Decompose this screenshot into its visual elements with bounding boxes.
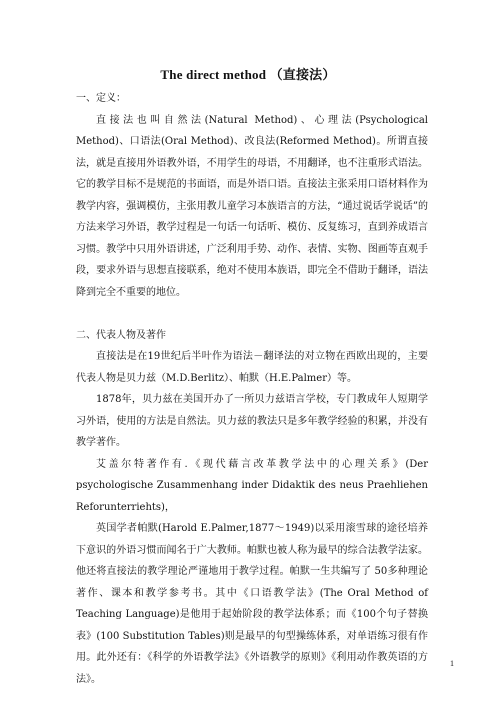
history-paragraph: 直接法是在19世纪后半叶作为语法－翻译法的对立物在西欧出现的，主要代表人物是贝力兹（M.D.Berlitz）、帕默（H.E.Palmer）等。 <box>76 351 428 384</box>
section-heading-definition: 一、定义： <box>76 93 126 104</box>
works-paragraph: 艾盖尔特著作有.《现代藉言改革教学法中的心理关系》(Der psychologische Zusammenhang inder Didaktik des neus Praehliehen Reforunterriehts)， <box>76 458 428 513</box>
section-heading-representatives: 二、代表人物及著作 <box>76 329 166 341</box>
paragraph-spacer <box>76 303 428 325</box>
berlitz-paragraph: 1878年，贝力兹在美国开办了一所贝力兹语言学校，专门教成年人短期学习外语，使用的方法是自然法。贝力兹的教法只是多年教学经验的积累，并没有教学著作。 <box>76 394 428 448</box>
document-title: The direct method （直接法） <box>160 67 336 82</box>
document-body <box>76 88 428 690</box>
page-number: 1 <box>450 659 454 668</box>
definition-paragraph: 直接法也叫自然法(Natural Method)、心理法(Psychological Method)、口语法(Oral Method)、改良法(Reformed Method)。所谓直接法，就是直接用外语教外语，不用学生的母语，不用翻译，也不注重形式语法。它的教学目标不是规范的书面语，而是外语口语。直接法主张采用口语材料作为教学内容，强调模仿，主张用教儿童学习本族语言的方法，“通过说话学说话”的方法来学习外语，教学过程是一句话一句话听、模仿、反复练习，直到养成语言习惯。教学中只用外语讲述，广泛利用手势、动作、表情、实物、图画等直观手段，要求外语与思想直接联系，绝对不使用本族语，即完全不借助于翻译，语法降到完全不重要的地位。 <box>76 114 428 298</box>
palmer-paragraph: 英国学者帕默(Harold E.Palmer,1877～1949)以采用滚雪球的途径培养下意识的外语习惯而闻名于广大教师。帕默也被人称为最早的综合法教学法家。他还将直接法的教学理论严谨地用于教学过程。帕默一生共编写了 50多种理论著作、课本和教学参考书。其中《口语教学法》(The Oral Method of Teaching Language)是他用于起始阶段的教学法体系；而《100个句子替换表》(100 Substitution Tables)则是最早的句型操练体系，对单语练习很有作用。此外还有：《科学的外语教学法》《外语教学的原则》《利用动作教英语的方法》。 <box>76 523 428 685</box>
